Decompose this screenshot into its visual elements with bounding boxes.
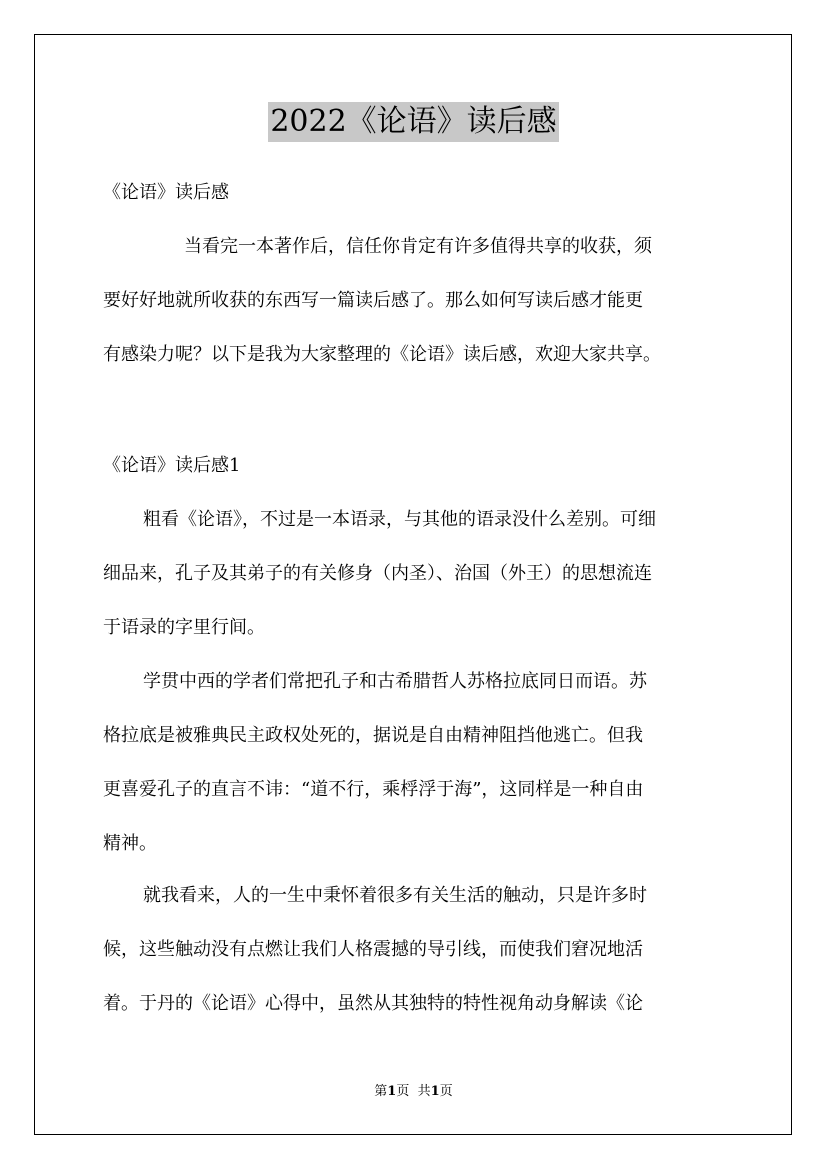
paragraph-line: 着。于丹的《论语》心得中，虽然从其独特的特性视角动身解读《论 (103, 993, 643, 1014)
intro-paragraph (103, 220, 725, 382)
total-unit: 页 (439, 1084, 453, 1099)
paragraph-1 (103, 493, 725, 655)
page-unit: 页 (396, 1084, 410, 1099)
document-title: 2022《论语》读后感 (268, 102, 558, 142)
paragraph-line: 粗看《论语》，不过是一本语录，与其他的语录没什么差别。可细 (143, 509, 656, 530)
page-number: 1 (387, 1084, 397, 1099)
total-prefix: 共 (417, 1084, 431, 1099)
section-heading: 《论语》读后感 (103, 182, 229, 203)
paragraph-line: 要好好地就所收获的东西写一篇读后感了。那么如何写读后感才能更 (103, 290, 643, 311)
paragraph-2 (103, 655, 725, 871)
paragraph-line: 当看完一本著作后，信任你肯定有许多值得共享的收获，须 (184, 236, 652, 257)
total-pages: 1 (430, 1084, 440, 1099)
paragraph-line: 于语录的字里行间。 (103, 617, 265, 638)
section-heading-1: 《论语》读后感1 (103, 455, 241, 476)
paragraph-line: 就我看来，人的一生中秉怀着很多有关生活的触动，只是许多时 (143, 885, 647, 906)
page-footer (0, 1083, 827, 1101)
paragraph-line: 更喜爱孔子的直言不讳：“道不行，乘桴浮于海”，这同样是一种自由 (103, 779, 644, 800)
paragraph-line: 学贯中西的学者们常把孔子和古希腊哲人苏格拉底同日而语。苏 (143, 671, 647, 692)
paragraph-3 (103, 869, 725, 1031)
paragraph-line: 候，这些触动没有点燃让我们人格震撼的导引线，而使我们窘况地活 (103, 939, 643, 960)
paragraph-line: 细品来，孔子及其弟子的有关修身（内圣）、治国（外王）的思想流连 (103, 563, 652, 584)
paragraph-line: 有感染力呢？以下是我为大家整理的《论语》读后感，欢迎大家共享。 (103, 344, 661, 365)
page-prefix: 第 (374, 1084, 388, 1099)
paragraph-line: 精神。 (103, 833, 157, 854)
title-container (0, 102, 827, 142)
paragraph-line: 格拉底是被雅典民主政权处死的，据说是自由精神阻挡他逃亡。但我 (103, 725, 643, 746)
